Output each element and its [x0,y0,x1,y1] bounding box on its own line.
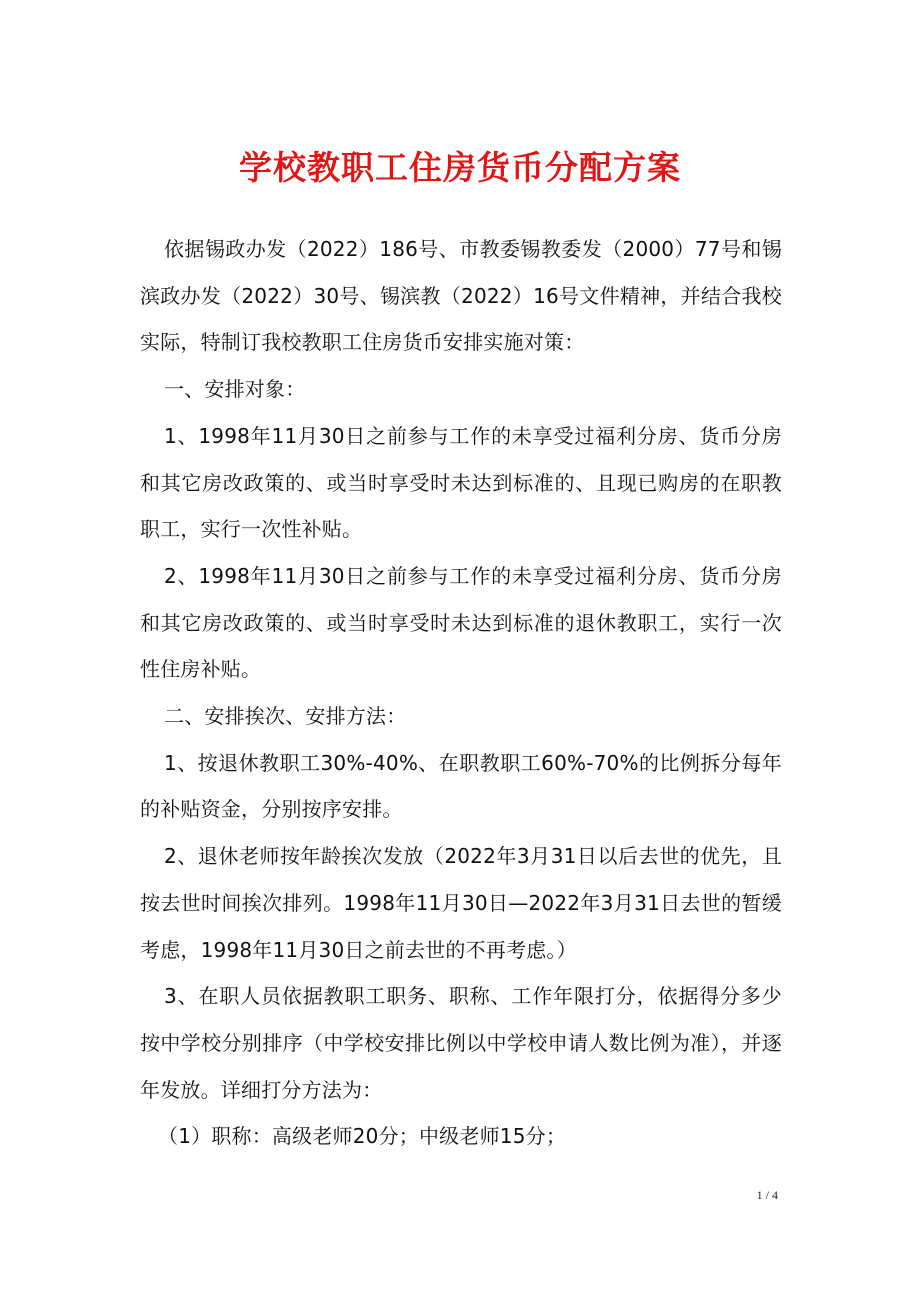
paragraph-item-1-1: 1、1998年11月30日之前参与工作的未享受过福利分房、货币分房和其它房改政策的、或当时享受时未达到标准的、且现已购房的在职教职工，实行一次性补贴。 [140,423,782,542]
paragraph-item-2-3: 3、在职人员依据教职工职务、职称、工作年限打分，依据得分多少按中学校分别排序（中学校安排比例以中学校申请人数比例为准），并逐年发放。详细打分方法为： [140,984,782,1102]
paragraph-subitem-1: （1）职称：高级老师20分；中级老师15分； [158,1124,567,1149]
document-title: 学校教职工住房货币分配方案 [239,148,681,187]
section-heading-1: 一、安排对象： [164,377,306,402]
paragraph-item-2-1: 1、按退休教职工30%-40%、在职教职工60%-70%的比例拆分每年的补贴资金，分别按序安排。 [140,750,782,822]
document-body [140,226,782,1160]
paragraph-intro: 依据锡政办发（2022）186号、市教委锡教委发（2000）77号和锡滨政办发（2022）30号、锡滨教（2022）16号文件精神，并结合我校实际，特制订我校教职工住房货币安排实施对策： [140,237,782,355]
section-heading-2: 二、安排挨次、安排方法： [164,704,407,729]
page-number: 1 / 4 [756,1188,778,1202]
paragraph-item-2-2: 2、退休老师按年龄挨次发放（2022年3月31日以后去世的优先，且按去世时间挨次排列。1998年11月30日—2022年3月31日去世的暂缓考虑，1998年11月30日之前去世的不再考虑。） [140,844,782,962]
paragraph-item-1-2: 2、1998年11月30日之前参与工作的未享受过福利分房、货币分房和其它房改政策的、或当时享受时未达到标准的退休教职工，实行一次性住房补贴。 [140,563,782,682]
